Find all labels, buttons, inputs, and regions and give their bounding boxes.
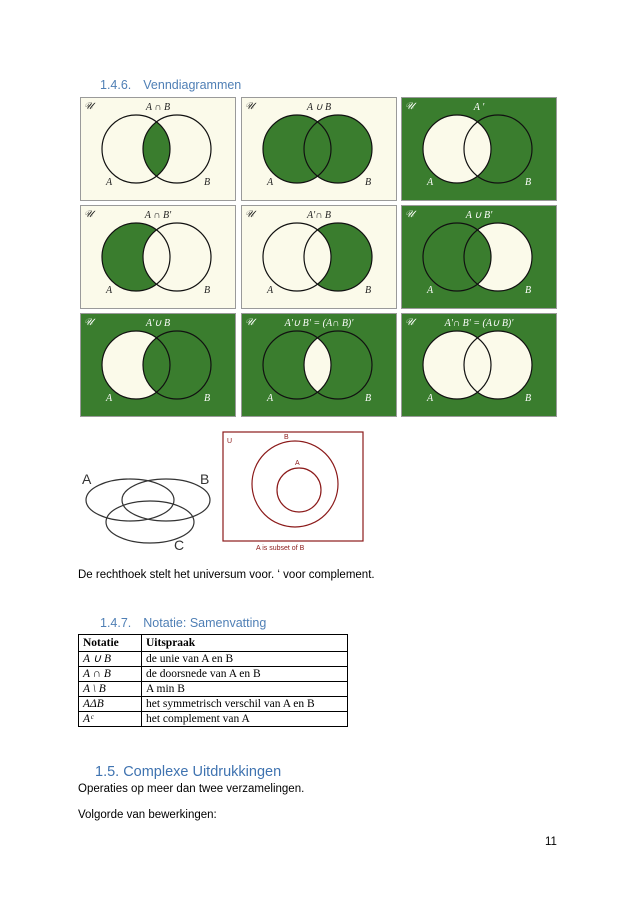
section-title: Venndiagrammen [143, 78, 242, 92]
notation-text: het symmetrisch verschil van A en B [142, 697, 348, 712]
notation-symbol: AΔB [79, 697, 142, 712]
set-b-label: B [525, 177, 532, 188]
set-b-label: B [525, 285, 532, 296]
paragraph-operations: Operaties op meer dan twee verzamelingen. [78, 783, 305, 795]
set-b-label: B [365, 285, 372, 296]
venn-label: A ∪ B' [465, 210, 493, 221]
three-set-diagram [78, 464, 218, 552]
set-a-label: A [267, 285, 274, 296]
venn-label: A ∩ B' [144, 210, 172, 221]
section-title: Notatie: Samenvatting [143, 616, 267, 630]
set-b-label: B [525, 393, 532, 404]
venn-label: A ∩ B [145, 102, 171, 113]
section-heading-venn [100, 78, 241, 92]
set-a-label: A [267, 393, 274, 404]
notation-text: A min B [142, 682, 348, 697]
table-row [79, 667, 348, 682]
venn-label: A'∩ B' = (A∪ B)' [444, 318, 514, 329]
table-row [79, 712, 348, 727]
set-b-label: B [200, 471, 210, 487]
universe-symbol: 𝒰 [245, 209, 254, 220]
section-number: 1.4.7. [100, 616, 132, 630]
set-b-label: B [365, 177, 372, 188]
notation-symbol: Aᶜ [79, 712, 142, 727]
set-a-label: A [267, 177, 274, 188]
notation-symbol: A \ B [79, 682, 142, 697]
set-c-label: C [174, 537, 185, 552]
table-row [79, 682, 348, 697]
venn-diagram [241, 205, 397, 309]
venn-label: A ' [473, 102, 485, 113]
set-a-ellipse [86, 479, 174, 521]
set-b-ellipse [122, 479, 210, 521]
section-title: Complexe Uitdrukkingen [123, 764, 282, 780]
section-number: 1.4.6. [100, 78, 132, 92]
inner-set-label: A [295, 460, 300, 467]
table-row [79, 652, 348, 667]
universe-symbol: 𝒰 [405, 101, 414, 112]
notation-text: de doorsnede van A en B [142, 667, 348, 682]
set-a-label: A [82, 471, 92, 487]
notation-symbol: A ∩ B [79, 667, 142, 682]
universe-symbol: 𝒰 [245, 101, 254, 112]
table-row [79, 697, 348, 712]
section-heading-notatie [100, 616, 266, 630]
universe-label: U [227, 438, 233, 445]
universe-symbol: 𝒰 [84, 317, 93, 328]
venn-diagram [80, 313, 236, 417]
set-b-label: B [204, 285, 211, 296]
set-a-label: A [427, 285, 434, 296]
universe-symbol: 𝒰 [405, 317, 414, 328]
set-a-label: A [106, 285, 113, 296]
venn-diagram [241, 313, 397, 417]
venn-diagram [80, 205, 236, 309]
universe-symbol: 𝒰 [405, 209, 414, 220]
section-heading-complex [95, 764, 281, 780]
universe-symbol: 𝒰 [84, 101, 93, 112]
notation-symbol: A ∪ B [79, 652, 142, 667]
outer-set-label: B [284, 434, 289, 441]
set-a-label: A [106, 177, 113, 188]
venn-label: A'∩ B [306, 210, 332, 221]
set-b-label: B [204, 177, 211, 188]
notation-text: het complement van A [142, 712, 348, 727]
table-header-row [79, 635, 348, 652]
paragraph-order: Volgorde van bewerkingen: [78, 809, 217, 821]
venn-label: A ∪ B [306, 102, 332, 113]
universe-symbol: 𝒰 [245, 317, 254, 328]
set-a-label: A [427, 177, 434, 188]
venn-label: A'∪ B' = (A∩ B)' [284, 318, 354, 329]
section-number: 1.5. [95, 764, 120, 780]
venn-label: A'∪ B [145, 318, 171, 329]
universe-symbol: 𝒰 [84, 209, 93, 220]
paragraph-universe: De rechthoek stelt het universum voor. ‘ voor complement. [78, 569, 375, 581]
set-a-label: A [106, 393, 113, 404]
page-number: 11 [545, 836, 557, 848]
set-b-label: B [204, 393, 211, 404]
universe-frame [223, 432, 363, 541]
set-b-label: B [365, 393, 372, 404]
set-a-label: A [427, 393, 434, 404]
venn-diagram [401, 313, 557, 417]
venn-diagram [80, 97, 236, 201]
notation-table [78, 634, 348, 727]
venn-diagram [241, 97, 397, 201]
venn-diagram [401, 205, 557, 309]
column-header: Notatie [79, 635, 142, 652]
notation-text: de unie van A en B [142, 652, 348, 667]
subset-caption: A is subset of B [256, 545, 305, 552]
venn-diagram [401, 97, 557, 201]
column-header: Uitspraak [142, 635, 348, 652]
subset-diagram [222, 431, 364, 553]
